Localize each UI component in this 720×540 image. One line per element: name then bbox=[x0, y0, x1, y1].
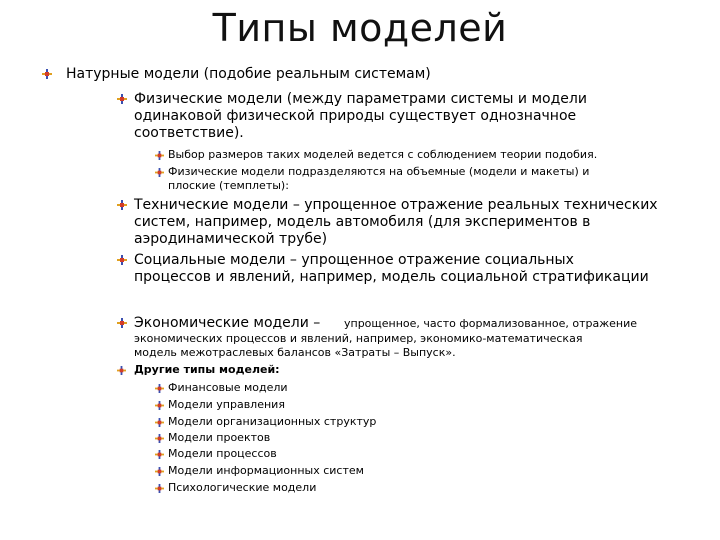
item-other-head: Другие типы моделей: bbox=[134, 363, 280, 376]
diamond-bullet-icon bbox=[155, 168, 164, 177]
item-economic-line-3: модель межотраслевых балансов «Затраты – Выпуск». bbox=[134, 346, 456, 359]
diamond-bullet-icon bbox=[117, 366, 126, 375]
item-economic-line-1: упрощенное, часто формализованное, отражение bbox=[344, 317, 637, 330]
item-physical-line-1: Физические модели (между параметрами системы и модели bbox=[134, 91, 587, 107]
item-economic-head: Экономические модели – bbox=[134, 315, 321, 331]
item-technical-line-3: аэродинамической трубе) bbox=[134, 231, 328, 247]
diamond-bullet-icon bbox=[117, 200, 127, 210]
other-list-item: Модели управления bbox=[168, 398, 285, 411]
item-physical-split-line-2: плоские (темплеты): bbox=[168, 179, 289, 192]
item-physical-split-line-1: Физические модели подразделяются на объемные (модели и макеты) и bbox=[168, 165, 590, 178]
item-physical-line-2: одинаковой физической природы существует однозначное bbox=[134, 108, 577, 124]
diamond-bullet-icon bbox=[155, 434, 164, 443]
diamond-bullet-icon bbox=[117, 94, 127, 104]
other-list-item: Финансовые модели bbox=[168, 381, 288, 394]
item-size-choice-text: Выбор размеров таких моделей ведется с соблюдением теории подобия. bbox=[168, 148, 598, 161]
other-list-item: Модели организационных структур bbox=[168, 415, 377, 428]
item-natural-text: Натурные модели (подобие реальным системам) bbox=[66, 66, 431, 82]
item-social-line-1: Социальные модели – упрощенное отражение социальных bbox=[134, 252, 574, 268]
diamond-bullet-icon bbox=[155, 151, 164, 160]
diamond-bullet-icon bbox=[155, 418, 164, 427]
diamond-bullet-icon bbox=[155, 401, 164, 410]
diamond-bullet-icon bbox=[42, 69, 52, 79]
other-list-item: Психологические модели bbox=[168, 481, 317, 494]
diamond-bullet-icon bbox=[155, 450, 164, 459]
other-list-item: Модели проектов bbox=[168, 431, 271, 444]
diamond-bullet-icon bbox=[155, 484, 164, 493]
item-economic-line-2: экономических процессов и явлений, например, экономико-математическая bbox=[134, 332, 583, 345]
other-list-item: Модели процессов bbox=[168, 447, 277, 460]
item-technical-line-1: Технические модели – упрощенное отражение реальных технических bbox=[134, 197, 658, 213]
item-physical-line-3: соответствие). bbox=[134, 125, 244, 141]
page-title: Типы моделей bbox=[212, 6, 508, 50]
diamond-bullet-icon bbox=[117, 255, 127, 265]
diamond-bullet-icon bbox=[155, 467, 164, 476]
diamond-bullet-icon bbox=[155, 384, 164, 393]
item-technical-line-2: систем, например, модель автомобиля (для экспериментов в bbox=[134, 214, 591, 230]
other-list-item: Модели информационных систем bbox=[168, 464, 364, 477]
item-social-line-2: процессов и явлений, например, модель социальной стратификации bbox=[134, 269, 649, 285]
diamond-bullet-icon bbox=[117, 318, 127, 328]
